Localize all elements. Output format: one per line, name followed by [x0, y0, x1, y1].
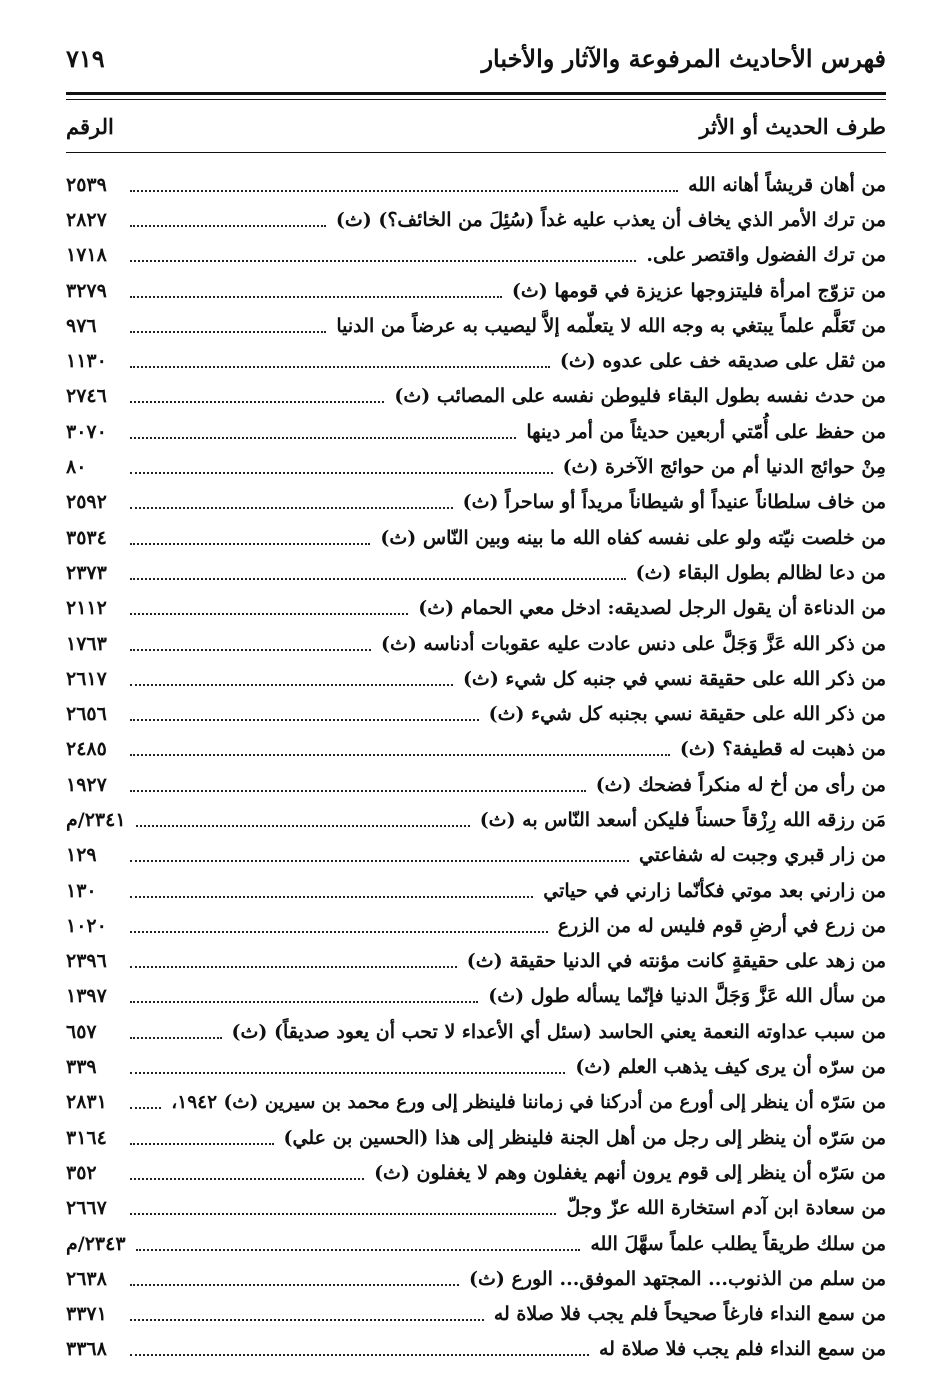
entry-number: ٣١٦٤ — [66, 1126, 107, 1149]
entry-text: من سَرّه أن ينظر إلى رجل من أهل الجنة فلينظر إلى هذا (الحسين بن علي) — [283, 1126, 886, 1149]
entry-number: ٣٥٢ — [66, 1161, 97, 1184]
dot-leader — [130, 896, 533, 898]
entry-text: من رأى من أخ له منكراً فضحك (ث) — [595, 773, 886, 796]
dot-leader — [130, 190, 678, 192]
index-entry — [66, 979, 886, 1014]
index-entry — [66, 414, 886, 449]
entry-text: من سَرّه أن ينظر إلى أورع من أدركنا في زماننا فلينظر إلى ورع محمد بن سيرين (ث) ١٩٤٢، — [171, 1091, 886, 1113]
index-entry — [66, 661, 886, 696]
dot-leader — [130, 1284, 459, 1286]
entry-text: من سلك طريقاً يطلب علماً سهَّلَ الله — [590, 1232, 886, 1255]
dot-leader — [130, 578, 626, 580]
column-headings-rule — [66, 152, 886, 153]
entry-text: من سمع النداء فارغاً صحيحاً فلم يجب فلا صلاة له — [493, 1303, 886, 1326]
entry-text: من ثقل على صديقه خف على عدوه (ث) — [559, 350, 886, 373]
entry-number: ١٢٩ — [66, 844, 97, 867]
dot-leader — [130, 296, 502, 298]
index-entry — [66, 202, 886, 237]
dot-leader — [130, 860, 629, 862]
index-entry — [66, 1191, 886, 1226]
dot-leader — [130, 1143, 274, 1145]
index-entry — [66, 1155, 886, 1190]
column-headings — [66, 106, 886, 146]
entry-number: ٢٥٩٢ — [66, 491, 107, 514]
dot-leader — [130, 613, 408, 615]
entry-text: من ذكر الله على حقيقة نسي في جنبه كل شيء (ث) — [462, 667, 886, 690]
entry-number: ٢٨٢٧ — [66, 208, 107, 231]
index-entry — [66, 1014, 886, 1049]
entry-number: ١٧١٨ — [66, 244, 107, 267]
entry-number: ٢٦١٧ — [66, 667, 107, 690]
entry-text: من ذكر الله على حقيقة نسي بجنبه كل شيء (ث) — [488, 703, 886, 726]
entry-text: من حفظ على أُمّتي أربعين حديثاً من أمر دينها — [526, 420, 886, 443]
entry-text: من سَرّه أن ينظر إلى قوم يرون أنهم يغفلون وهم لا يغفلون (ث) — [374, 1161, 886, 1184]
entry-number: ٢٨٣١ — [66, 1091, 107, 1114]
index-entry — [66, 1049, 886, 1084]
entry-number: ٢٦٦٧ — [66, 1197, 107, 1220]
index-entry — [66, 696, 886, 731]
header-rule-thick — [66, 92, 886, 95]
entry-text: من زارني بعد موتي فكأنّما زارني في حياتي — [543, 879, 886, 902]
entry-text: من ذهبت له قطيفة؟ (ث) — [679, 738, 886, 761]
entry-number: ٢٥٣٩ — [66, 173, 107, 196]
dot-leader — [130, 225, 326, 227]
entry-text: من زهد على حقيقةٍ كانت مؤنته في الدنيا حقيقة (ث) — [466, 950, 886, 973]
dot-leader — [130, 507, 453, 509]
index-entry — [66, 555, 886, 590]
entry-number: ٢٤٨٥ — [66, 738, 107, 761]
dot-leader — [136, 1249, 581, 1251]
running-header — [66, 36, 886, 80]
entry-number: ٣٣٦٨ — [66, 1338, 107, 1361]
index-entry — [66, 273, 886, 308]
dot-leader — [130, 931, 548, 933]
entry-text: من أهان قريشاً أهانه الله — [688, 173, 886, 196]
entry-text: من سمع النداء فلم يجب فلا صلاة له — [599, 1338, 886, 1361]
entry-number: ٣٥٣٤ — [66, 526, 107, 549]
dot-leader — [130, 966, 457, 968]
dot-leader — [130, 437, 516, 439]
entry-text: من حدث نفسه بطول البقاء فليوطن نفسه على المصائب (ث) — [394, 385, 886, 408]
entry-number: ٣٢٧٩ — [66, 279, 107, 302]
entry-text: من زار قبري وجبت له شفاعتي — [638, 844, 886, 867]
index-entry — [66, 1332, 886, 1367]
entry-number: ٨٠ — [66, 456, 87, 479]
dot-leader — [130, 472, 553, 474]
index-entry — [66, 1297, 886, 1332]
dot-leader — [130, 790, 586, 792]
entry-number: ٢١١٢ — [66, 597, 107, 620]
dot-leader — [130, 331, 326, 333]
entry-number: ٢٣٤١/م — [66, 808, 126, 831]
entry-text: من سلم من الذنوب... المجتهد الموفق... الورع (ث) — [469, 1267, 886, 1290]
entry-number: ٢٣٩٦ — [66, 950, 107, 973]
entry-number: ٢٦٣٨ — [66, 1267, 107, 1290]
entry-number: ١٣٩٧ — [66, 985, 107, 1008]
index-entry — [66, 767, 886, 802]
dot-leader — [130, 260, 636, 262]
index-entry — [66, 944, 886, 979]
number-column-heading: الرقم — [66, 113, 114, 139]
index-entry — [66, 167, 886, 202]
index-entry — [66, 520, 886, 555]
entry-number: ١٣٠ — [66, 879, 97, 902]
index-entry — [66, 732, 886, 767]
index-entry — [66, 308, 886, 343]
index-entries — [66, 167, 886, 1367]
entry-number: ٩٧٦ — [66, 314, 97, 337]
text-column-heading: طرف الحديث أو الأثر — [699, 113, 886, 139]
index-entry — [66, 238, 886, 273]
index-entry — [66, 449, 886, 484]
dot-leader — [130, 649, 371, 651]
entry-number: ٣٣٧١ — [66, 1303, 107, 1326]
entry-text: من دعا لظالم بطول البقاء (ث) — [635, 561, 886, 584]
entry-text: من خلصت نيّته ولو على نفسه كفاه الله ما بينه وبين النّاس (ث) — [380, 526, 886, 549]
index-entry — [66, 626, 886, 661]
index-entry — [66, 1226, 886, 1261]
entry-text: مَن رزقه الله رِزْقاً حسناً فليكن أسعد النّاس به (ث) — [479, 808, 886, 831]
dot-leader — [130, 1001, 478, 1003]
index-entry — [66, 485, 886, 520]
dot-leader — [130, 1354, 589, 1356]
entry-number: ٣٣٩ — [66, 1056, 97, 1079]
entry-number: ٢٣٧٣ — [66, 561, 107, 584]
entry-text: من ترك الفضول واقتصر على. — [646, 244, 886, 267]
dot-leader — [130, 1319, 484, 1321]
entry-text: من تَعَلَّم علماً يبتغي به وجه الله لا يتعلّمه إلاَّ ليصيب به عرضاً من الدنيا — [336, 314, 886, 337]
entry-text: مِنْ حوائج الدنيا أم من حوائج الآخرة (ث) — [562, 456, 886, 479]
index-entry — [66, 838, 886, 873]
dot-leader — [130, 401, 384, 403]
dot-leader — [130, 1072, 565, 1074]
index-entry — [66, 1120, 886, 1155]
entry-number: ١١٣٠ — [66, 350, 107, 373]
entry-number: ١٩٢٧ — [66, 773, 107, 796]
entry-text: من تزوّج امرأة فليتزوجها عزيزة في قومها (ث) — [511, 279, 886, 302]
entry-number: ١٠٢٠ — [66, 914, 107, 937]
entry-text: من خاف سلطاناً عنيداً أو شيطاناً مريداً أو ساحراً (ث) — [462, 491, 886, 514]
entry-number: ٢٦٥٦ — [66, 703, 107, 726]
dot-leader — [130, 684, 453, 686]
index-entry — [66, 908, 886, 943]
dot-leader — [130, 754, 670, 756]
entry-text: من سرّه أن يرى كيف يذهب العلم (ث) — [575, 1056, 886, 1079]
entry-text: من زرع في أرضِ قوم فليس له من الزرع — [557, 914, 886, 937]
dot-leader — [130, 1037, 222, 1039]
dot-leader — [130, 366, 550, 368]
dot-leader — [130, 719, 479, 721]
index-entry — [66, 1085, 886, 1120]
dot-leader — [130, 1213, 556, 1215]
header-title: فهرس الأحاديث المرفوعة والآثار والأخبار — [481, 43, 886, 73]
entry-number: ٦٥٧ — [66, 1020, 97, 1043]
page-number: ٧١٩ — [66, 43, 105, 73]
index-entry — [66, 873, 886, 908]
index-entry — [66, 591, 886, 626]
entry-text: من سبب عداوته النعمة يعني الحاسد (سئل أي الأعداء لا تحب أن يعود صديقاً) (ث) — [231, 1020, 886, 1043]
entry-number: ١٧٦٣ — [66, 632, 107, 655]
entry-text: من ترك الأمر الذي يخاف أن يعذب عليه غداً (سُئِلَ من الخائف؟) (ث) — [335, 208, 886, 231]
entry-number: ٢٣٤٣/م — [66, 1232, 126, 1255]
index-entry — [66, 1261, 886, 1296]
entry-number: ٣٠٧٠ — [66, 420, 107, 443]
index-entry — [66, 343, 886, 378]
entry-number: ٢٧٤٦ — [66, 385, 107, 408]
entry-text: من الدناءة أن يقول الرجل لصديقه: ادخل معي الحمام (ث) — [418, 597, 886, 620]
index-entry — [66, 802, 886, 837]
entry-text: من سأل الله عَزَّ وَجَلَّ الدنيا فإنّما يسأله طول (ث) — [488, 985, 886, 1008]
dot-leader — [130, 543, 370, 545]
dot-leader — [136, 825, 470, 827]
dot-leader — [130, 1107, 161, 1109]
entry-text: من سعادة ابن آدم استخارة الله عزّ وجلّ — [566, 1197, 886, 1220]
entry-text: من ذكر الله عَزَّ وَجَلَّ على دنس عادت عليه عقوبات أدناسه (ث) — [380, 632, 886, 655]
dot-leader — [130, 1178, 364, 1180]
index-entry — [66, 379, 886, 414]
header-rule-thin — [66, 99, 886, 100]
